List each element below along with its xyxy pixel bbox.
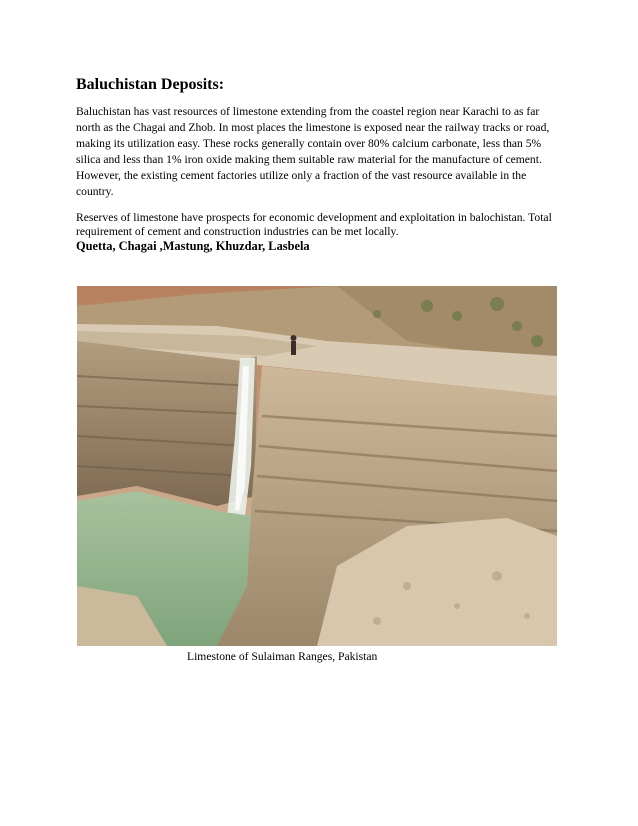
section-heading: Baluchistan Deposits: [76, 76, 225, 93]
limestone-photo [77, 286, 557, 646]
locations-list: Quetta, Chagai ,Mastung, Khuzdar, Lasbela [76, 239, 310, 253]
limestone-canyon-illustration [77, 286, 557, 646]
figure-caption: Limestone of Sulaiman Ranges, Pakistan [187, 650, 378, 663]
body-paragraph-2: Reserves of limestone have prospects for economic development and exploitation in balochistan. Total requirement of cement and construction industries can be met locally. [76, 211, 552, 238]
body-paragraph-1: Baluchistan has vast resources of limestone extending from the coastel region near Karachi to as far north as the Chagai and Zhob. In most places the limestone is exposed near the railway tracks or road, making its utilization easy. These rocks generally contain over 80% calcium carbonate, less than 5% silica and less than 1% iron oxide making them suitable raw material for the manufacture of cement. However, the existing cement factories utilize only a fraction of the vast resource available in the country. [76, 105, 550, 198]
